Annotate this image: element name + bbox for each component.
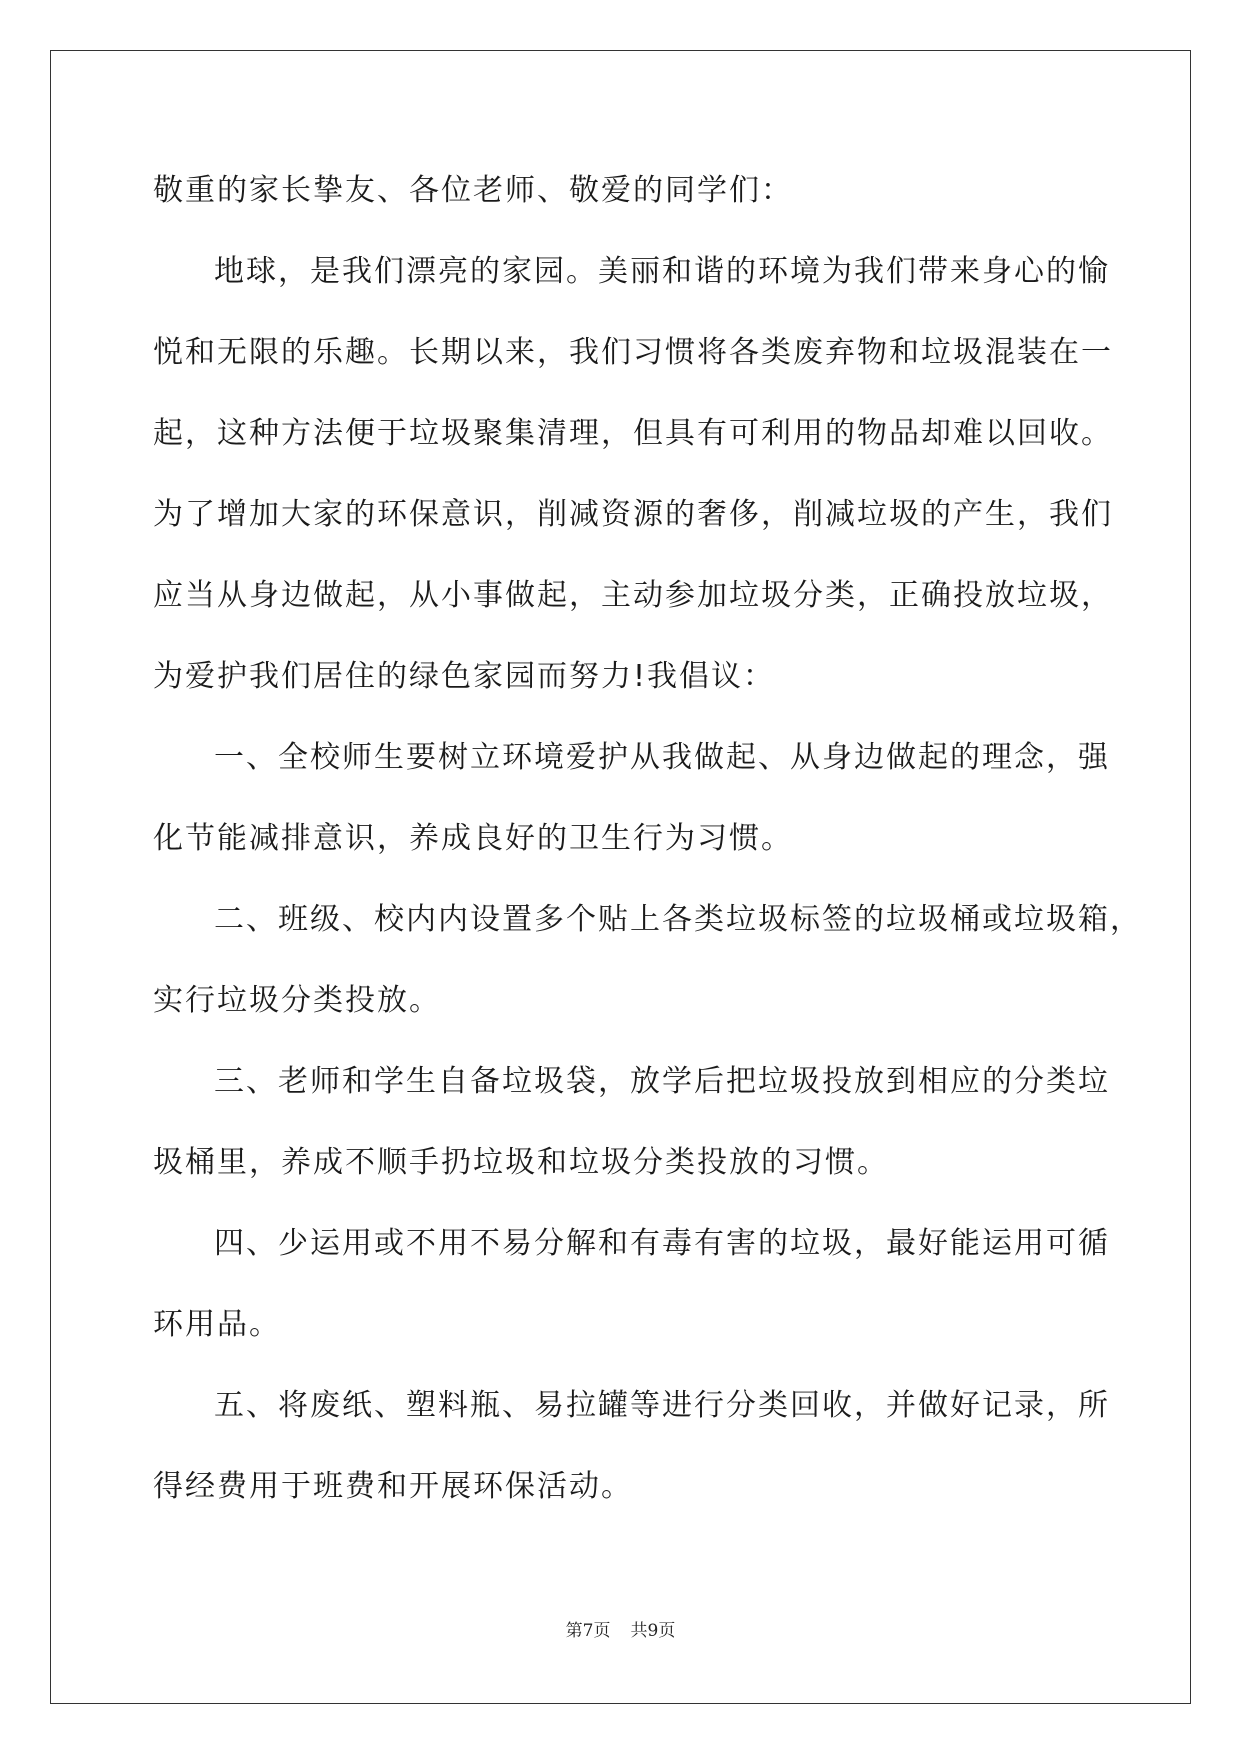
page-total: 共9页 (630, 1621, 676, 1641)
page-footer (0, 1616, 1241, 1641)
list-item-line: 三、老师和学生自备垃圾袋，放学后把垃圾投放到相应的分类垃 (214, 1064, 1110, 1099)
paragraph-line: 为爱护我们居住的绿色家园而努力!我倡议： (153, 659, 776, 694)
salutation-line: 敬重的家长挚友、各位老师、敬爱的同学们： (153, 173, 793, 208)
list-item-line: 五、将废纸、塑料瓶、易拉罐等进行分类回收，并做好记录，所 (214, 1388, 1110, 1423)
list-item-line: 圾桶里，养成不顺手扔垃圾和垃圾分类投放的习惯。 (153, 1145, 889, 1180)
paragraph-line: 地球，是我们漂亮的家园。美丽和谐的环境为我们带来身心的愉 (214, 254, 1110, 289)
paragraph-line: 应当从身边做起，从小事做起，主动参加垃圾分类，正确投放垃圾， (153, 578, 1113, 613)
paragraph-line: 起，这种方法便于垃圾聚集清理，但具有可利用的物品却难以回收。 (153, 416, 1113, 451)
list-item-line: 得经费用于班费和开展环保活动。 (153, 1469, 633, 1504)
page-border (50, 50, 1191, 1704)
list-item-line: 化节能减排意识，养成良好的卫生行为习惯。 (153, 821, 793, 856)
list-item-line: 一、全校师生要树立环境爱护从我做起、从身边做起的理念，强 (214, 740, 1110, 775)
page-number: 第7页 (565, 1621, 611, 1641)
paragraph-line: 为了增加大家的环保意识，削减资源的奢侈，削减垃圾的产生，我们 (153, 497, 1113, 532)
list-item-line: 二、班级、校内内设置多个贴上各类垃圾标签的垃圾桶或垃圾箱， (214, 902, 1142, 937)
list-item-line: 实行垃圾分类投放。 (153, 983, 441, 1018)
paragraph-line: 悦和无限的乐趣。长期以来，我们习惯将各类废弃物和垃圾混装在一 (153, 335, 1113, 370)
list-item-line: 四、少运用或不用不易分解和有毒有害的垃圾，最好能运用可循 (214, 1226, 1110, 1261)
list-item-line: 环用品。 (153, 1307, 281, 1342)
